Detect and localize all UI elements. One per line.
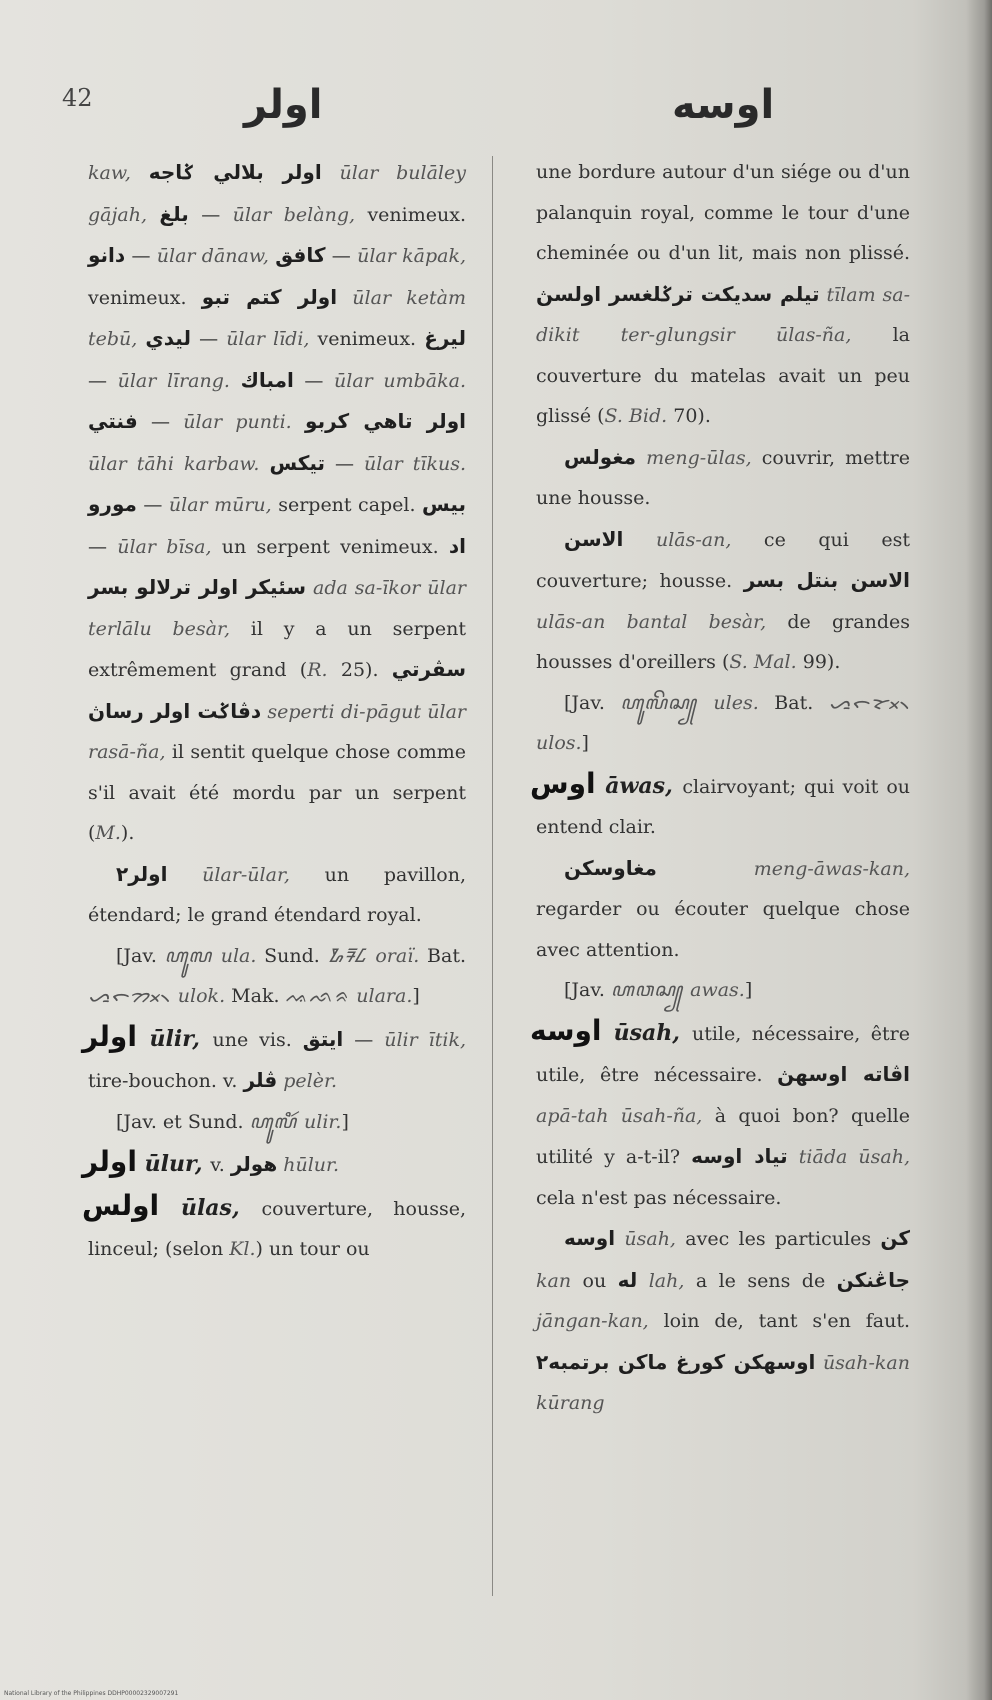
definition-text: ] — [412, 985, 420, 1007]
transliteration: ūlar-ūlar, — [167, 863, 325, 886]
jawi-word: امباك — [240, 367, 294, 392]
dictionary-entry — [530, 764, 910, 848]
entry-paragraph — [536, 683, 910, 764]
definition-text: venimeux. — [367, 203, 466, 226]
definition-text: avec les particules — [685, 1228, 881, 1250]
headword-romanized: āwas, — [595, 772, 683, 799]
definition-text: ou — [582, 1269, 618, 1292]
running-head-right: اوسه — [672, 82, 775, 128]
transliteration: ula. — [220, 944, 265, 967]
definition-text: v. — [210, 1154, 231, 1176]
jawi-word: الاسن بنتل بسر — [743, 568, 910, 592]
definition-text: — — [343, 1028, 385, 1051]
headword-jawi: اوسه — [530, 1013, 602, 1047]
definition-text: une bordure autour d'un siége ou d'un palanquin royal, comme le tour d'une cheminée ou d'un lit, mais non plissé. — [536, 161, 910, 264]
transliteration: ulos. — [536, 732, 582, 754]
definition-text: 25). — [327, 659, 392, 681]
transliteration: ūsah-kan kūrang — [536, 1351, 910, 1414]
dictionary-entry — [82, 1186, 466, 1270]
headword-romanized: ūlas, — [159, 1194, 262, 1221]
jawi-word: ايتق — [302, 1026, 344, 1051]
jawi-word: مغولس — [564, 444, 636, 469]
transliteration: hūlur. — [277, 1154, 340, 1176]
transliteration: ūlar tīkus. — [364, 452, 466, 475]
script-word: ꦲꦮꦱ꧀ — [610, 979, 691, 1001]
script-word: ꦲꦸꦭꦼꦱ꧀ — [620, 691, 714, 714]
page-number: 42 — [62, 84, 93, 112]
definition-text: il y a un serpent extrêmement grand ( — [88, 617, 467, 681]
jawi-word: ليرغ — [424, 326, 466, 350]
transliteration: ūlar kāpak, — [357, 245, 466, 267]
transliteration: ulir. — [304, 1110, 342, 1133]
transliteration: ūsah, — [615, 1228, 686, 1250]
left-column — [82, 152, 467, 1270]
definition-text: cela n'est pas nécessaire. — [536, 1186, 782, 1209]
definition-text: serpent capel. — [278, 494, 423, 516]
definition-text: il sentit quelque chose comme s'il avait été mordu par un serpent ( — [88, 741, 466, 844]
transliteration: ulok. — [177, 985, 232, 1007]
transliteration: kaw, — [88, 162, 149, 184]
definition-text: clairvoyant; qui voit ou entend clair. — [536, 775, 910, 838]
script-word: ᯁᯞᯬᯂ᯲ — [88, 985, 178, 1007]
definition-text: ] — [744, 979, 753, 1001]
definition-text: Bat. — [774, 691, 829, 714]
definition-text: ] — [341, 1110, 349, 1133]
definition-text: — — [125, 245, 157, 267]
transliteration: pelèr. — [277, 1070, 338, 1092]
jawi-word: الاسن — [564, 526, 624, 551]
transliteration: ūlar bīsa, — [117, 535, 222, 558]
headword-jawi: اولر — [82, 1019, 137, 1053]
right-column — [530, 152, 911, 1424]
definition-text: [Jav. et Sund. — [116, 1110, 250, 1133]
transliteration: ada sa-īkor ūlar terlālu besàr, — [88, 577, 466, 640]
transliteration: M. — [95, 822, 121, 844]
transliteration: tīlam sa-dikit ter-glungsir ūlas-ña, — [536, 283, 910, 346]
definition-text: a le sens de — [695, 1269, 837, 1292]
definition-text: à quoi bon? quelle utilité y a-t-il? — [536, 1104, 910, 1168]
definition-text: couverture, housse, linceul; (selon — [88, 1197, 466, 1260]
transliteration: ulās-an, — [623, 528, 764, 551]
entry-paragraph — [536, 437, 910, 519]
definition-text: — — [188, 203, 233, 226]
definition-text: [Jav. — [564, 979, 611, 1001]
jawi-word: ليدي — [145, 326, 191, 350]
transliteration: R. — [307, 659, 328, 681]
dictionary-entry — [82, 1142, 466, 1186]
definition-text: Bat. — [427, 944, 466, 967]
jawi-word: اولر٢ — [116, 861, 168, 886]
transliteration: ūlar umbāka. — [334, 369, 466, 392]
transliteration: ūlar dānaw, — [156, 245, 276, 267]
jawi-word: اد سئيكر اولر ترلالو بسر — [88, 533, 466, 599]
transliteration: ūlar bulāley gājah, — [88, 162, 466, 226]
jawi-word: تياد اوسه — [691, 1144, 788, 1168]
definition-text: utile, nécessaire, être utile, être nécessaire. — [536, 1022, 910, 1086]
jawi-word: اولر كتم تبو — [201, 284, 338, 309]
definition-text: ] — [581, 732, 589, 754]
script-word: ᮇᮛᮄ — [327, 944, 376, 967]
definition-text: Mak. — [231, 985, 286, 1007]
definition-text: couvrir, mettre une housse. — [536, 446, 910, 509]
jawi-word: اولر تاهي كربو — [305, 409, 466, 433]
transliteration: S. Mal. — [729, 651, 797, 673]
entry-paragraph — [88, 152, 466, 854]
entry-paragraph — [536, 848, 910, 971]
dictionary-entry — [82, 1017, 466, 1102]
transliteration: lah, — [637, 1269, 696, 1292]
entry-paragraph — [536, 519, 910, 683]
transliteration: ūlar līrang. — [117, 369, 241, 392]
definition-text: la couverture du matelas avait un peu glissé ( — [536, 324, 910, 427]
headword-romanized: ūsah, — [601, 1019, 692, 1046]
definition-text: un serpent venimeux. — [221, 535, 449, 558]
jawi-word: هولر — [230, 1152, 278, 1176]
transliteration: ūlar belàng, — [232, 203, 368, 226]
jawi-word: اوسهكن كورغ ماكن برتمبه٢ — [536, 1349, 816, 1374]
transliteration: Kl. — [229, 1238, 256, 1260]
transliteration: ulās-an bantal besàr, — [536, 610, 788, 633]
jawi-word: فنتي — [88, 409, 138, 433]
transliteration: ūlar mūru, — [168, 494, 279, 516]
jawi-word: تيلم سديكت ترݢلغسر اولسڽ — [536, 281, 820, 306]
transliteration: ūlar tāhi karbaw. — [88, 452, 270, 475]
definition-text: ce qui est couverture; housse. — [536, 528, 910, 592]
definition-text: venimeux. — [317, 328, 425, 350]
jawi-word: بيس — [422, 492, 466, 516]
definition-text: un pavillon, étendard; le grand étendard royal. — [88, 863, 467, 926]
jawi-word: مورو — [88, 492, 137, 516]
column-divider — [492, 156, 493, 1596]
script-word: ᯁᯞᯬᯘ᯲ — [828, 691, 910, 714]
headword-jawi: اولس — [82, 1188, 160, 1222]
jawi-word: كن — [880, 1226, 911, 1250]
transliteration: tiāda ūsah, — [787, 1146, 910, 1168]
entry-paragraph — [88, 854, 466, 936]
entry-paragraph — [536, 152, 910, 437]
transliteration: meng-ūlas, — [636, 446, 762, 469]
headword-jawi: اوس — [530, 766, 596, 800]
entry-paragraph — [536, 1218, 910, 1424]
jawi-word: دانو — [88, 243, 126, 267]
definition-text: 70). — [667, 405, 711, 427]
transliteration: ules. — [713, 691, 775, 714]
definition-text: — — [136, 494, 169, 516]
definition-text: loin de, tant s'en faut. — [663, 1310, 910, 1332]
headword-romanized: ūlur, — [136, 1151, 211, 1177]
transliteration: apā-tah ūsah-ña, — [536, 1104, 715, 1127]
transliteration: awas. — [690, 979, 745, 1001]
script-word: ꦲꦸꦭꦶꦂ — [249, 1110, 305, 1133]
jawi-word: له — [617, 1267, 638, 1292]
definition-text: — — [88, 535, 118, 558]
jawi-word: ڤلر — [243, 1068, 278, 1092]
definition-text: [Jav. — [116, 944, 165, 967]
page-edge-shadow — [966, 0, 992, 1700]
definition-text: 99). — [796, 651, 841, 673]
definition-text: regarder ou écouter quelque chose avec attention. — [536, 898, 910, 961]
jawi-word: بلغ — [159, 201, 189, 226]
transliteration: ūlar ketàm tebū, — [88, 286, 467, 350]
jawi-word: سڤرتي دڤاݢت اولر رساڽ — [88, 657, 466, 723]
entry-paragraph — [88, 936, 466, 1017]
definition-text: ). — [120, 822, 135, 844]
jawi-word: كافق — [275, 243, 326, 267]
transliteration: jāngan-kan, — [536, 1310, 664, 1332]
jawi-word: مغاوسكن — [564, 855, 657, 880]
jawi-word: اوسه — [564, 1226, 616, 1250]
definition-text: une vis. — [212, 1028, 303, 1051]
definition-text: — — [325, 452, 365, 475]
entry-paragraph — [536, 970, 910, 1011]
headword-jawi: اولر — [82, 1145, 137, 1178]
jawi-word: تيكس — [269, 450, 326, 475]
transliteration: kan — [536, 1269, 583, 1292]
definition-text: Sund. — [264, 944, 328, 967]
transliteration: S. Bid. — [604, 405, 668, 427]
definition-text: venimeux. — [88, 286, 202, 309]
jawi-word: اولر بلالي ݢاجه — [148, 160, 322, 184]
transliteration: seperti di-pāgut ūlar rasā-ña, — [88, 700, 466, 763]
jawi-word: اڤاته اوسهڽ — [777, 1062, 910, 1086]
definition-text: [Jav. — [564, 691, 621, 714]
definition-text: tire-bouchon. v. — [88, 1070, 244, 1092]
transliteration: ūlar punti. — [183, 411, 306, 433]
transliteration: ūlir ītik, — [384, 1028, 466, 1051]
definition-text: — — [190, 328, 227, 350]
transliteration: meng-āwas-kan, — [656, 857, 910, 880]
script-word: ꦲꦸꦭ — [164, 944, 221, 967]
definition-text: ) un tour ou — [255, 1238, 370, 1260]
running-head-left: اولر — [244, 82, 323, 128]
definition-text: — — [293, 369, 335, 392]
jawi-word: جاڠنكن — [836, 1267, 911, 1292]
definition-text: — — [325, 245, 358, 267]
dictionary-entry — [530, 1011, 910, 1219]
transliteration: ūlar līdi, — [226, 328, 318, 350]
definition-text: — — [137, 411, 184, 433]
headword-romanized: ūlir, — [136, 1025, 213, 1052]
script-word: ᨕᨒᨑ — [285, 985, 357, 1007]
definition-text: de grandes housses d'oreillers ( — [536, 610, 911, 673]
transliteration: ulara. — [356, 985, 413, 1007]
definition-text: — — [88, 369, 118, 392]
footer-credit: National Library of the Philippines DDHP00002329007291 — [4, 1690, 179, 1697]
transliteration: oraï. — [375, 944, 428, 967]
entry-paragraph — [88, 1102, 466, 1143]
